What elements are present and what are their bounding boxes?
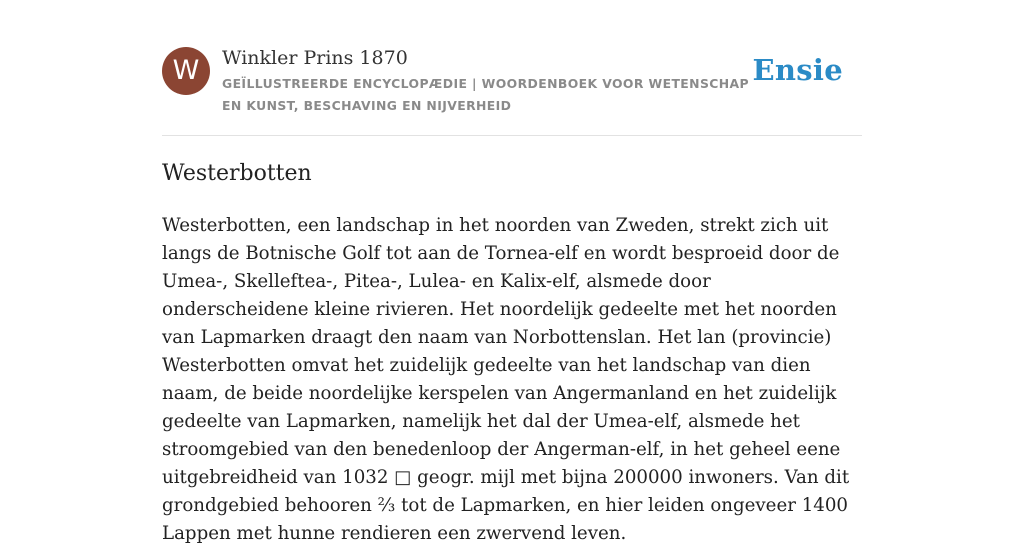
avatar[interactable]: W xyxy=(162,47,210,95)
book-title[interactable]: Winkler Prins 1870 xyxy=(222,47,408,69)
header-divider xyxy=(162,135,862,136)
ensie-logo[interactable]: Ensie xyxy=(752,53,843,87)
entry-body: Westerbotten, een landschap in het noorden van Zweden, strekt zich uit langs de Botnische Golf tot aan de Tornea-elf en wordt besproeid door de Umea-, Skelleftea-, Pitea-, Lulea- en Kalix-elf, alsmede door onderscheidene kleine rivieren. Het noordelijk gedeelte met het noorden van Lapmarken draagt den naam van Norbottenslan. Het lan (provincie) Westerbotten omvat het zuidelijk gedeelte van het landschap van dien naam, de beide noordelijke kerspelen van Angermanland en het zuidelijk gedeelte van Lapmarken, namelijk het dal der Umea-elf, alsmede het stroomgebied van den benedenloop der Angerman-elf, in het geheel eene uitgebreidheid van 1032 □ geogr. mijl met bijna 200000 inwoners. Van dit grondgebied behooren ⅔ tot de Lapmarken, en hier leiden ongeveer 1400 Lappen met hunne rendieren een zwervend leven. xyxy=(162,215,850,544)
entry-title: Westerbotten xyxy=(162,161,312,186)
page-header xyxy=(162,46,862,116)
book-subtitle: GEÏLLUSTREERDE ENCYCLOPÆDIE | WOORDENBOEK VOOR WETENSCHAP EN KUNST, BESCHAVING EN NIJVERHEID xyxy=(222,76,749,113)
